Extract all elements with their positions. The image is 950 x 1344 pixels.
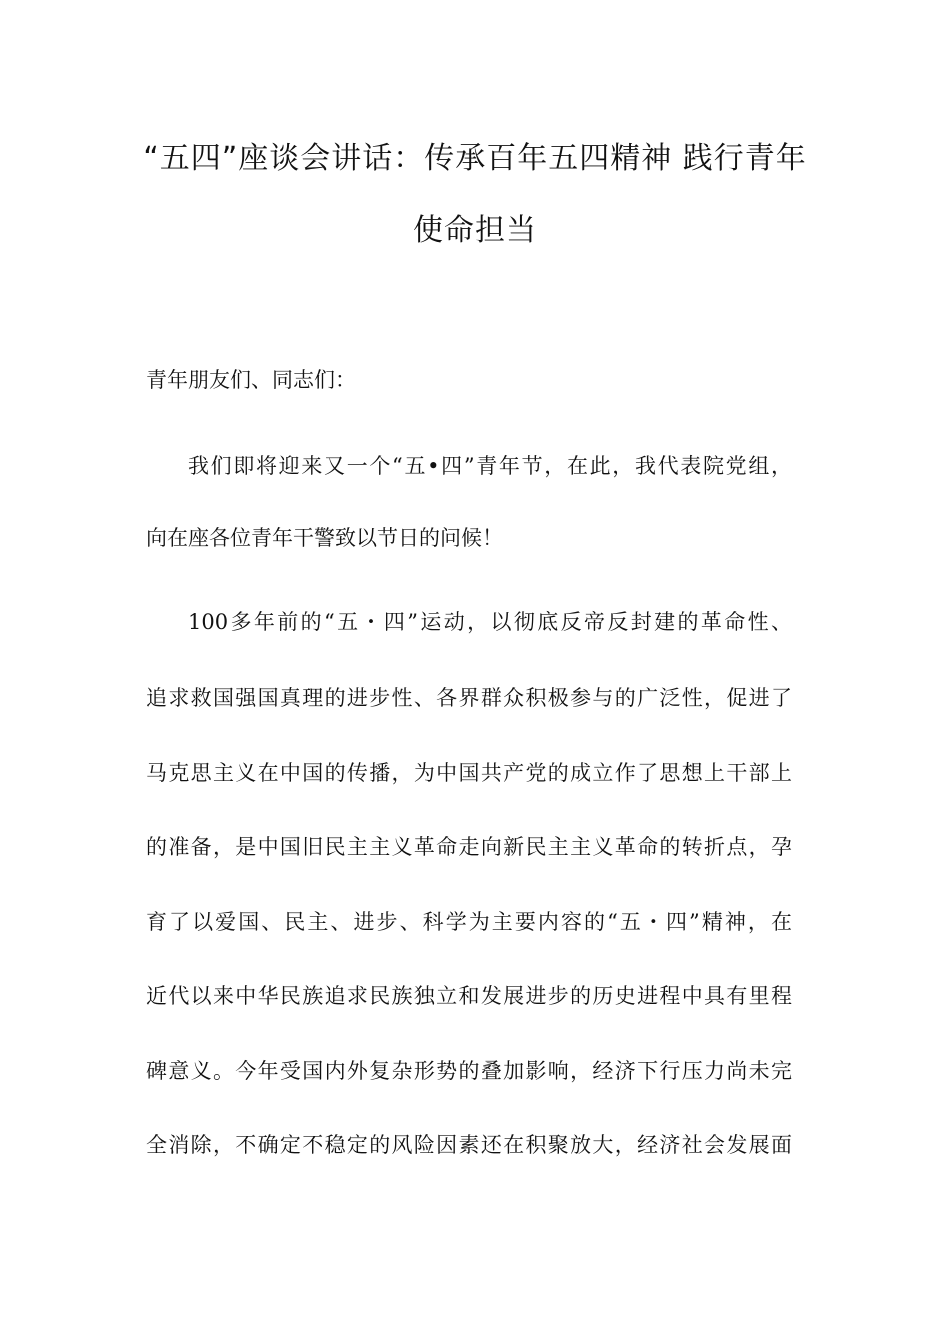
paragraph-2-line-6: 近代以来中华民族追求民族独立和发展进步的历史进程中具有里程 xyxy=(146,984,792,1008)
paragraph-1-line-2: 向在座各位青年干警致以节日的问候！ xyxy=(146,526,503,550)
paragraph-2-line-8: 全消除，不确定不稳定的风险因素还在积聚放大，经济社会发展面 xyxy=(146,1133,792,1157)
salutation: 青年朋友们、同志们： xyxy=(146,368,356,392)
paragraph-2-line-2: 追求救国强国真理的进步性、各界群众积极参与的广泛性，促进了 xyxy=(146,686,792,710)
paragraph-1-line-1: 我们即将迎来又一个“五•四”青年节，在此，我代表院党组， xyxy=(188,454,792,478)
paragraph-2-line-3: 马克思主义在中国的传播，为中国共产党的成立作了思想上干部上 xyxy=(146,761,792,785)
document-title-line-2: 使命担当 xyxy=(413,213,537,248)
paragraph-2-line-1: 100多年前的“五・四”运动，以彻底反帝反封建的革命性、 xyxy=(188,610,792,634)
paragraph-2-line-7: 碑意义。今年受国内外复杂形势的叠加影响，经济下行压力尚未完 xyxy=(146,1059,792,1083)
document-title-line-1: “五四”座谈会讲话：传承百年五四精神 践行青年 xyxy=(143,141,807,176)
paragraph-2-line-5: 育了以爱国、民主、进步、科学为主要内容的“五・四”精神，在 xyxy=(146,910,792,934)
paragraph-2-line-4: 的准备，是中国旧民主主义革命走向新民主主义革命的转折点，孕 xyxy=(146,835,792,859)
